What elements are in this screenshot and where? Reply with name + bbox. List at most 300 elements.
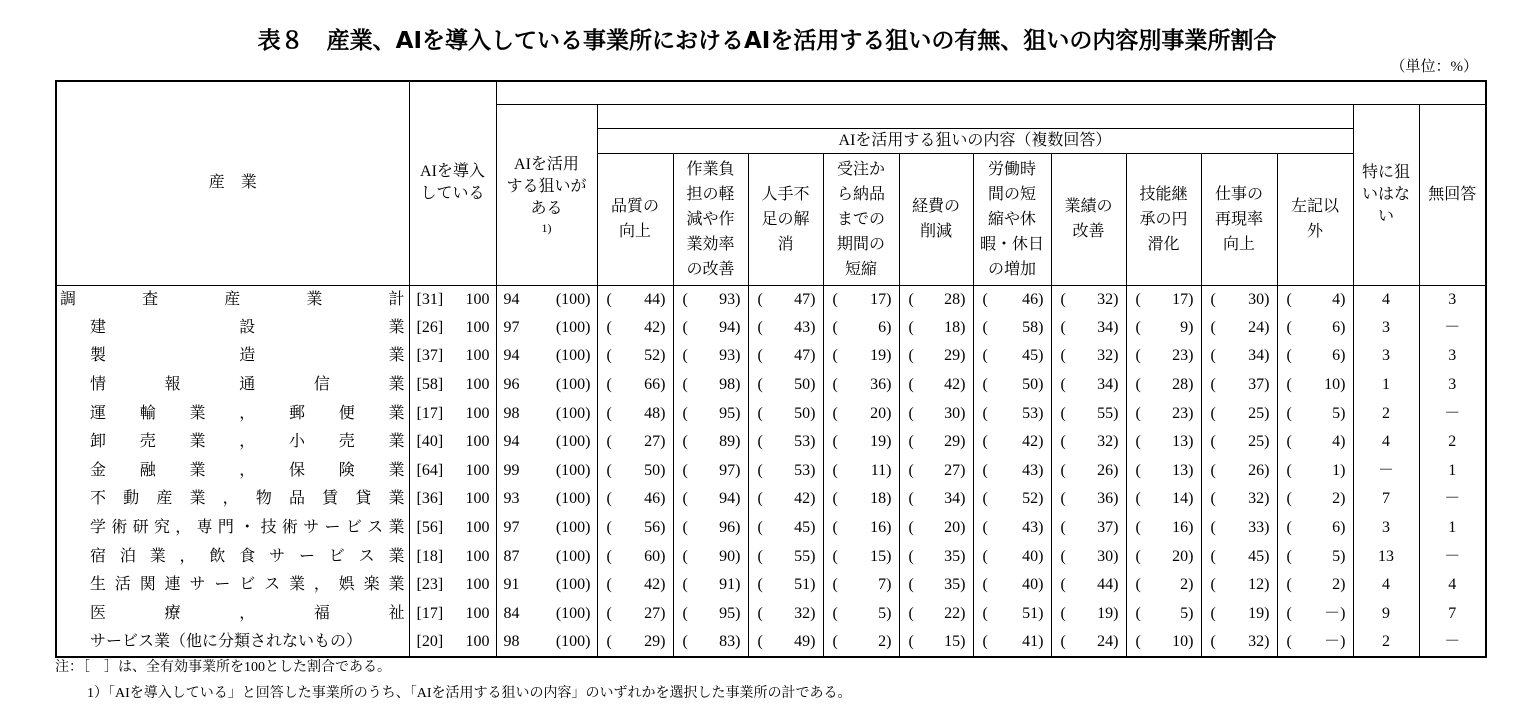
value-left: ( <box>982 547 988 565</box>
aim-lead-time-cell <box>823 571 899 600</box>
value-left: 94 <box>503 433 520 451</box>
aim-lead-time-cell-value <box>824 460 899 482</box>
aim-performance-cell-value <box>1052 345 1126 367</box>
aim-cost-cell-value <box>900 574 973 596</box>
aim-other-cell-value <box>1278 603 1353 625</box>
aim-performance-cell-value <box>1052 460 1126 482</box>
value-right: 9) <box>1180 318 1194 336</box>
aim-working-hours-cell-value <box>974 517 1051 539</box>
value-left: ( <box>1286 576 1292 594</box>
aim-performance-cell-value <box>1052 574 1126 596</box>
aim-reproducibility-cell-value <box>1202 374 1277 396</box>
aim-quality-cell-value <box>598 603 673 625</box>
aim-workload-cell <box>673 542 748 571</box>
value-right: 28) <box>1172 376 1194 394</box>
value-left: 99 <box>503 461 520 479</box>
value-left: ( <box>1286 290 1292 308</box>
aim-other-cell <box>1277 485 1353 514</box>
value-left: ( <box>757 461 763 479</box>
aim-performance-cell-value <box>1052 488 1126 510</box>
value-right: 50) <box>1022 376 1044 394</box>
ai-introduced-cell-value <box>410 460 496 482</box>
aim-skill-transfer-cell <box>1126 514 1201 543</box>
aim-working-hours-cell-value <box>974 460 1051 482</box>
value-left: ( <box>908 433 914 451</box>
ai-introduced-cell <box>409 314 496 343</box>
value-right: 55) <box>1097 404 1119 422</box>
value-left: ( <box>982 433 988 451</box>
value-left: ( <box>682 318 688 336</box>
aim-skill-transfer-cell-value <box>1127 460 1201 482</box>
value-right: 37) <box>1248 376 1270 394</box>
value-left: ( <box>908 547 914 565</box>
aim-cost-cell <box>899 285 973 314</box>
aim-other-cell <box>1277 571 1353 600</box>
aim-reproducibility-cell <box>1201 371 1277 400</box>
aim-reproducibility-cell-value <box>1202 517 1277 539</box>
value-right: 30) <box>944 404 966 422</box>
has-aim-cell-value <box>497 546 597 568</box>
header-aim-other: 左記以 外 <box>1277 153 1353 285</box>
value-right: 33) <box>1248 519 1270 537</box>
industry-name: 情報通信業 <box>90 376 405 394</box>
value-left: [26] <box>416 318 444 336</box>
aim-performance-cell <box>1051 371 1126 400</box>
value-left: ( <box>1060 318 1066 336</box>
aim-cost-cell <box>899 628 973 657</box>
table-row <box>56 399 1486 428</box>
aim-other-cell <box>1277 457 1353 486</box>
value-left: ( <box>1210 576 1216 594</box>
value-right: 20) <box>1172 547 1194 565</box>
aim-performance-cell <box>1051 600 1126 629</box>
value-right: 26) <box>1097 461 1119 479</box>
value-left: 87 <box>503 547 520 565</box>
value-left: ( <box>832 461 838 479</box>
aim-working-hours-cell-value <box>974 488 1051 510</box>
aim-cost-cell-value <box>900 603 973 625</box>
industry-name: 医療，福祉 <box>90 604 405 622</box>
value-left: ( <box>982 490 988 508</box>
value-left: [23] <box>416 576 444 594</box>
ai-introduced-cell <box>409 285 496 314</box>
value-right: (100) <box>555 347 591 365</box>
value-right: (100) <box>555 318 591 336</box>
value-left: ( <box>1135 490 1141 508</box>
aim-cost-cell <box>899 514 973 543</box>
table-row <box>56 628 1486 657</box>
aim-other-cell <box>1277 285 1353 314</box>
value-left: ( <box>606 519 612 537</box>
aim-workload-cell-value <box>674 431 748 453</box>
no-aim-cell: 9 <box>1353 600 1419 629</box>
aim-reproducibility-cell-value <box>1202 603 1277 625</box>
aim-quality-cell <box>597 628 673 657</box>
aim-workload-cell <box>673 342 748 371</box>
aim-quality-cell-value <box>598 488 673 510</box>
value-left: ( <box>1135 604 1141 622</box>
value-left: 98 <box>503 404 520 422</box>
value-left: ( <box>682 404 688 422</box>
value-left: ( <box>606 461 612 479</box>
has-aim-cell <box>496 485 597 514</box>
aim-skill-transfer-cell <box>1126 600 1201 629</box>
aim-other-cell-value <box>1278 403 1353 425</box>
statistics-table <box>55 80 1487 658</box>
value-left: [56] <box>416 519 444 537</box>
value-right: 36) <box>870 376 892 394</box>
industry-cell <box>56 399 409 428</box>
aim-skill-transfer-cell <box>1126 371 1201 400</box>
value-right: 32) <box>1097 347 1119 365</box>
value-right: 32) <box>794 604 816 622</box>
aim-working-hours-cell-value <box>974 574 1051 596</box>
aim-working-hours-cell-value <box>974 345 1051 367</box>
aim-lead-time-cell-value <box>824 631 899 653</box>
aim-other-cell-value <box>1278 289 1353 311</box>
value-left: ( <box>1286 547 1292 565</box>
aim-lead-time-cell <box>823 485 899 514</box>
value-right: 24) <box>1248 318 1270 336</box>
aim-performance-cell-value <box>1052 431 1126 453</box>
aim-quality-cell-value <box>598 317 673 339</box>
value-right: (100) <box>555 433 591 451</box>
industry-name: 不動産業，物品賃貸業 <box>90 490 405 508</box>
aim-quality-cell <box>597 600 673 629</box>
value-left: ( <box>682 347 688 365</box>
aim-skill-transfer-cell-value <box>1127 374 1201 396</box>
value-left: ( <box>606 490 612 508</box>
aim-labor-shortage-cell <box>748 399 823 428</box>
aim-workload-cell <box>673 399 748 428</box>
value-left: ( <box>1060 519 1066 537</box>
value-right: 60) <box>644 547 666 565</box>
table-row <box>56 314 1486 343</box>
aim-reproducibility-cell-value <box>1202 289 1277 311</box>
value-left: ( <box>832 318 838 336</box>
aim-lead-time-cell <box>823 514 899 543</box>
aim-workload-cell-value <box>674 317 748 339</box>
value-right: 12) <box>1248 576 1270 594</box>
aim-cost-cell <box>899 428 973 457</box>
value-left: ( <box>757 519 763 537</box>
value-left: [17] <box>416 404 444 422</box>
value-right: 94) <box>719 318 741 336</box>
aim-labor-shortage-cell-value <box>749 603 823 625</box>
value-left: ( <box>606 318 612 336</box>
aim-working-hours-cell <box>973 457 1051 486</box>
no-answer-cell: － <box>1419 542 1486 571</box>
value-right: 93) <box>719 290 741 308</box>
value-right: 56) <box>644 519 666 537</box>
aim-cost-cell <box>899 571 973 600</box>
aim-cost-cell-value <box>900 403 973 425</box>
value-left: ( <box>982 461 988 479</box>
value-left: ( <box>682 433 688 451</box>
header-blank-contents <box>597 104 1353 128</box>
aim-labor-shortage-cell <box>748 342 823 371</box>
value-right: 5) <box>1332 547 1346 565</box>
value-left: ( <box>832 576 838 594</box>
no-aim-cell: 1 <box>1353 371 1419 400</box>
industry-cell <box>56 428 409 457</box>
value-left: ( <box>832 604 838 622</box>
value-right: 19) <box>1248 604 1270 622</box>
value-left: ( <box>1286 404 1292 422</box>
aim-cost-cell-value <box>900 546 973 568</box>
aim-performance-cell <box>1051 571 1126 600</box>
value-left: ( <box>606 604 612 622</box>
value-left: ( <box>908 461 914 479</box>
value-left: ( <box>1286 490 1292 508</box>
value-right: (100) <box>555 576 591 594</box>
ai-introduced-cell <box>409 542 496 571</box>
aim-labor-shortage-cell <box>748 628 823 657</box>
has-aim-cell-value <box>497 631 597 653</box>
ai-introduced-cell <box>409 371 496 400</box>
aim-labor-shortage-cell <box>748 542 823 571</box>
value-left: ( <box>1135 433 1141 451</box>
no-aim-cell: 3 <box>1353 514 1419 543</box>
value-left: ( <box>1210 632 1216 650</box>
no-aim-cell: 4 <box>1353 285 1419 314</box>
value-right: 32) <box>1097 433 1119 451</box>
value-left: ( <box>1210 290 1216 308</box>
aim-other-cell-value <box>1278 317 1353 339</box>
aim-lead-time-cell <box>823 457 899 486</box>
aim-performance-cell <box>1051 285 1126 314</box>
value-left: ( <box>908 290 914 308</box>
aim-other-cell <box>1277 428 1353 457</box>
value-left: ( <box>606 290 612 308</box>
value-left: 84 <box>503 604 520 622</box>
aim-workload-cell-value <box>674 345 748 367</box>
value-left: ( <box>606 632 612 650</box>
header-blank-top <box>496 81 1486 104</box>
value-right: 18) <box>870 490 892 508</box>
aim-cost-cell-value <box>900 460 973 482</box>
aim-lead-time-cell <box>823 314 899 343</box>
aim-working-hours-cell <box>973 600 1051 629</box>
aim-working-hours-cell <box>973 542 1051 571</box>
aim-other-cell-value <box>1278 488 1353 510</box>
has-aim-cell-value <box>497 289 597 311</box>
value-left: ( <box>1060 461 1066 479</box>
value-left: [20] <box>416 632 444 650</box>
table-row <box>56 457 1486 486</box>
value-right: 100 <box>465 376 490 394</box>
has-aim-cell <box>496 314 597 343</box>
value-right: 34) <box>1097 376 1119 394</box>
aim-quality-cell-value <box>598 431 673 453</box>
aim-performance-cell-value <box>1052 403 1126 425</box>
ai-introduced-cell-value <box>410 374 496 396</box>
aim-labor-shortage-cell <box>748 314 823 343</box>
aim-reproducibility-cell <box>1201 399 1277 428</box>
aim-cost-cell-value <box>900 317 973 339</box>
aim-workload-cell <box>673 371 748 400</box>
aim-quality-cell <box>597 314 673 343</box>
value-left: 91 <box>503 576 520 594</box>
aim-working-hours-cell-value <box>974 546 1051 568</box>
aim-working-hours-cell-value <box>974 289 1051 311</box>
has-aim-cell-value <box>497 517 597 539</box>
aim-other-cell <box>1277 371 1353 400</box>
value-left: ( <box>606 347 612 365</box>
ai-introduced-cell <box>409 600 496 629</box>
industry-cell <box>56 485 409 514</box>
value-right: 15) <box>870 547 892 565</box>
value-left: ( <box>1060 604 1066 622</box>
value-right: 10) <box>1172 632 1194 650</box>
aim-labor-shortage-cell-value <box>749 488 823 510</box>
aim-performance-cell <box>1051 514 1126 543</box>
value-right: (100) <box>555 376 591 394</box>
aim-cost-cell <box>899 314 973 343</box>
value-left: 97 <box>503 519 520 537</box>
aim-labor-shortage-cell-value <box>749 574 823 596</box>
no-answer-cell: － <box>1419 399 1486 428</box>
aim-working-hours-cell <box>973 371 1051 400</box>
value-left: ( <box>682 461 688 479</box>
aim-workload-cell <box>673 314 748 343</box>
table-row <box>56 428 1486 457</box>
aim-labor-shortage-cell <box>748 285 823 314</box>
has-aim-cell <box>496 542 597 571</box>
ai-introduced-cell <box>409 342 496 371</box>
value-right: 100 <box>465 547 490 565</box>
value-right: 30) <box>1248 290 1270 308</box>
aim-lead-time-cell-value <box>824 403 899 425</box>
value-right: 95) <box>719 604 741 622</box>
aim-labor-shortage-cell <box>748 600 823 629</box>
aim-lead-time-cell-value <box>824 603 899 625</box>
value-left: ( <box>1135 318 1141 336</box>
aim-performance-cell-value <box>1052 289 1126 311</box>
value-left: ( <box>982 290 988 308</box>
value-left: ( <box>1286 604 1292 622</box>
aim-workload-cell <box>673 571 748 600</box>
aim-performance-cell <box>1051 457 1126 486</box>
aim-cost-cell <box>899 399 973 428</box>
no-aim-cell: 7 <box>1353 485 1419 514</box>
value-left: ( <box>832 519 838 537</box>
value-right: 89) <box>719 433 741 451</box>
aim-other-cell-value <box>1278 431 1353 453</box>
value-right: 10) <box>1324 376 1346 394</box>
value-right: 100 <box>465 519 490 537</box>
aim-other-cell <box>1277 628 1353 657</box>
aim-skill-transfer-cell <box>1126 342 1201 371</box>
value-left: ( <box>757 490 763 508</box>
ai-introduced-cell <box>409 457 496 486</box>
aim-labor-shortage-cell-value <box>749 374 823 396</box>
aim-reproducibility-cell <box>1201 428 1277 457</box>
aim-workload-cell-value <box>674 574 748 596</box>
aim-quality-cell-value <box>598 517 673 539</box>
value-left: ( <box>982 404 988 422</box>
aim-cost-cell-value <box>900 517 973 539</box>
header-aim-performance: 業績の 改善 <box>1051 153 1126 285</box>
aim-cost-cell-value <box>900 631 973 653</box>
aim-quality-cell-value <box>598 345 673 367</box>
value-right: 95) <box>719 404 741 422</box>
value-left: ( <box>832 404 838 422</box>
no-answer-cell: 2 <box>1419 428 1486 457</box>
ai-introduced-cell-value <box>410 345 496 367</box>
no-answer-cell: 1 <box>1419 514 1486 543</box>
value-left: ( <box>1135 404 1141 422</box>
no-answer-cell: － <box>1419 485 1486 514</box>
value-left: ( <box>1286 318 1292 336</box>
aim-workload-cell <box>673 600 748 629</box>
value-right: 14) <box>1172 490 1194 508</box>
aim-reproducibility-cell <box>1201 600 1277 629</box>
aim-reproducibility-cell-value <box>1202 488 1277 510</box>
has-aim-cell-value <box>497 574 597 596</box>
aim-other-cell <box>1277 542 1353 571</box>
value-right: 34) <box>1097 318 1119 336</box>
aim-lead-time-cell <box>823 600 899 629</box>
aim-skill-transfer-cell-value <box>1127 546 1201 568</box>
note-line-1: 注：［ ］は、全有効事業所を100とした割合である。 <box>55 660 391 675</box>
aim-performance-cell <box>1051 628 1126 657</box>
aim-reproducibility-cell-value <box>1202 460 1277 482</box>
industry-name: 学術研究，専門・技術サービス業 <box>90 519 405 537</box>
value-left: ( <box>1135 347 1141 365</box>
aim-quality-cell-value <box>598 631 673 653</box>
aim-skill-transfer-cell-value <box>1127 631 1201 653</box>
value-right: 30) <box>1097 547 1119 565</box>
aim-reproducibility-cell <box>1201 571 1277 600</box>
industry-name: 調査産業計 <box>60 290 405 308</box>
value-left: ( <box>908 490 914 508</box>
value-right: 37) <box>1097 519 1119 537</box>
aim-skill-transfer-cell <box>1126 485 1201 514</box>
aim-working-hours-cell <box>973 314 1051 343</box>
value-left: ( <box>1286 433 1292 451</box>
value-left: ( <box>757 376 763 394</box>
header-aim-reproducibility: 仕事の 再現率 向上 <box>1201 153 1277 285</box>
aim-working-hours-cell <box>973 428 1051 457</box>
value-left: [31] <box>416 290 444 308</box>
industry-name: サービス業（他に分類されないもの） <box>90 632 363 650</box>
value-left: ( <box>757 547 763 565</box>
value-right: 94) <box>719 490 741 508</box>
aim-other-cell-value <box>1278 345 1353 367</box>
aim-labor-shortage-cell-value <box>749 403 823 425</box>
header-aim-contents-group: AIを活用する狙いの内容（複数回答） <box>597 128 1353 153</box>
industry-name: 宿泊業，飲食サービス業 <box>90 547 405 565</box>
value-right: 50) <box>644 461 666 479</box>
header-has-aim-label: AIを活用 する狙いが ある <box>506 155 587 217</box>
value-right: 98) <box>719 376 741 394</box>
value-left: [37] <box>416 347 444 365</box>
value-right: 5) <box>1180 604 1194 622</box>
value-right: 4) <box>1332 290 1346 308</box>
aim-quality-cell <box>597 542 673 571</box>
value-right: 19) <box>870 433 892 451</box>
value-left: [64] <box>416 461 444 479</box>
value-left: ( <box>908 632 914 650</box>
value-left: ( <box>606 576 612 594</box>
ai-introduced-cell-value <box>410 574 496 596</box>
value-left: ( <box>1060 290 1066 308</box>
has-aim-cell <box>496 342 597 371</box>
aim-lead-time-cell <box>823 542 899 571</box>
value-right: (100) <box>555 547 591 565</box>
has-aim-cell <box>496 514 597 543</box>
